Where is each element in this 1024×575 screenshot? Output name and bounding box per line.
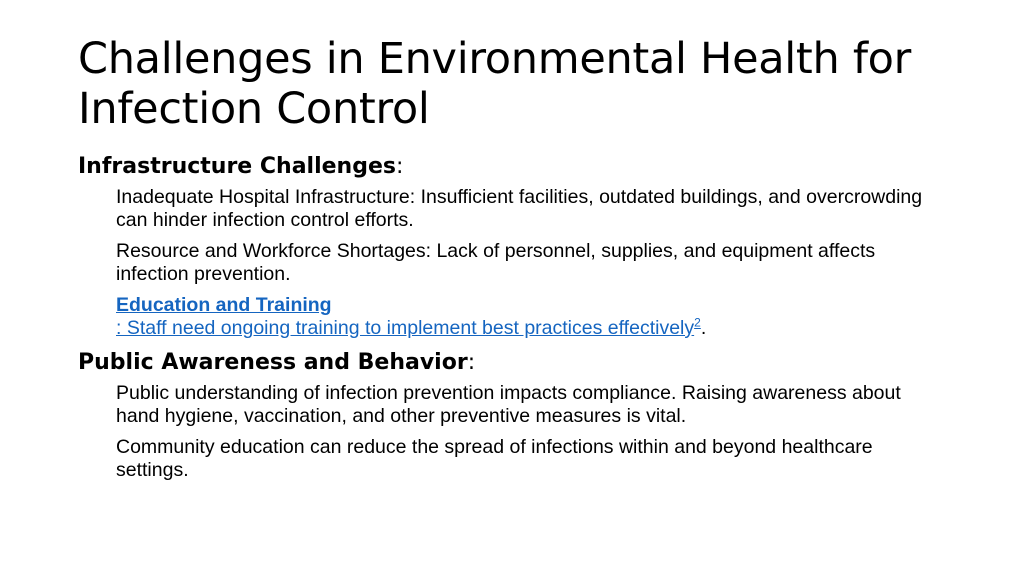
- list-item-hospital-infrastructure: Inadequate Hospital Infrastructure: Insufficient facilities, outdated buildings, and overcrowding can hinder infection control efforts.: [116, 186, 923, 231]
- trailing-period: .: [700, 317, 707, 339]
- slide-body: [78, 152, 958, 490]
- list-item-community-education: Community education can reduce the spread of infections within and beyond healthcare settings.: [116, 436, 873, 481]
- slide-title: Challenges in Environmental Health for Infection Control: [78, 34, 912, 134]
- section-heading-colon: :: [467, 350, 476, 375]
- education-training-link[interactable]: Education and Training: [116, 294, 332, 316]
- list-item-public-understanding: Public understanding of infection prevention impacts compliance. Raising awareness about hand hygiene, vaccination, and other preventive measures is vital.: [116, 382, 901, 427]
- citation-link[interactable]: 2: [694, 315, 701, 330]
- section-heading-infrastructure: [78, 152, 958, 182]
- section-heading-label: Public Awareness and Behavior: [78, 350, 468, 375]
- education-training-link-text[interactable]: : Staff need ongoing training to implement best practices effectively: [116, 317, 695, 339]
- list-item-education-training: [116, 294, 926, 340]
- section-heading-label: Infrastructure Challenges: [78, 154, 396, 179]
- list-item-resource-shortages: Resource and Workforce Shortages: Lack of personnel, supplies, and equipment affects infection prevention.: [116, 240, 876, 285]
- section-heading-colon: :: [395, 154, 404, 179]
- section-heading-public-awareness: [78, 348, 958, 378]
